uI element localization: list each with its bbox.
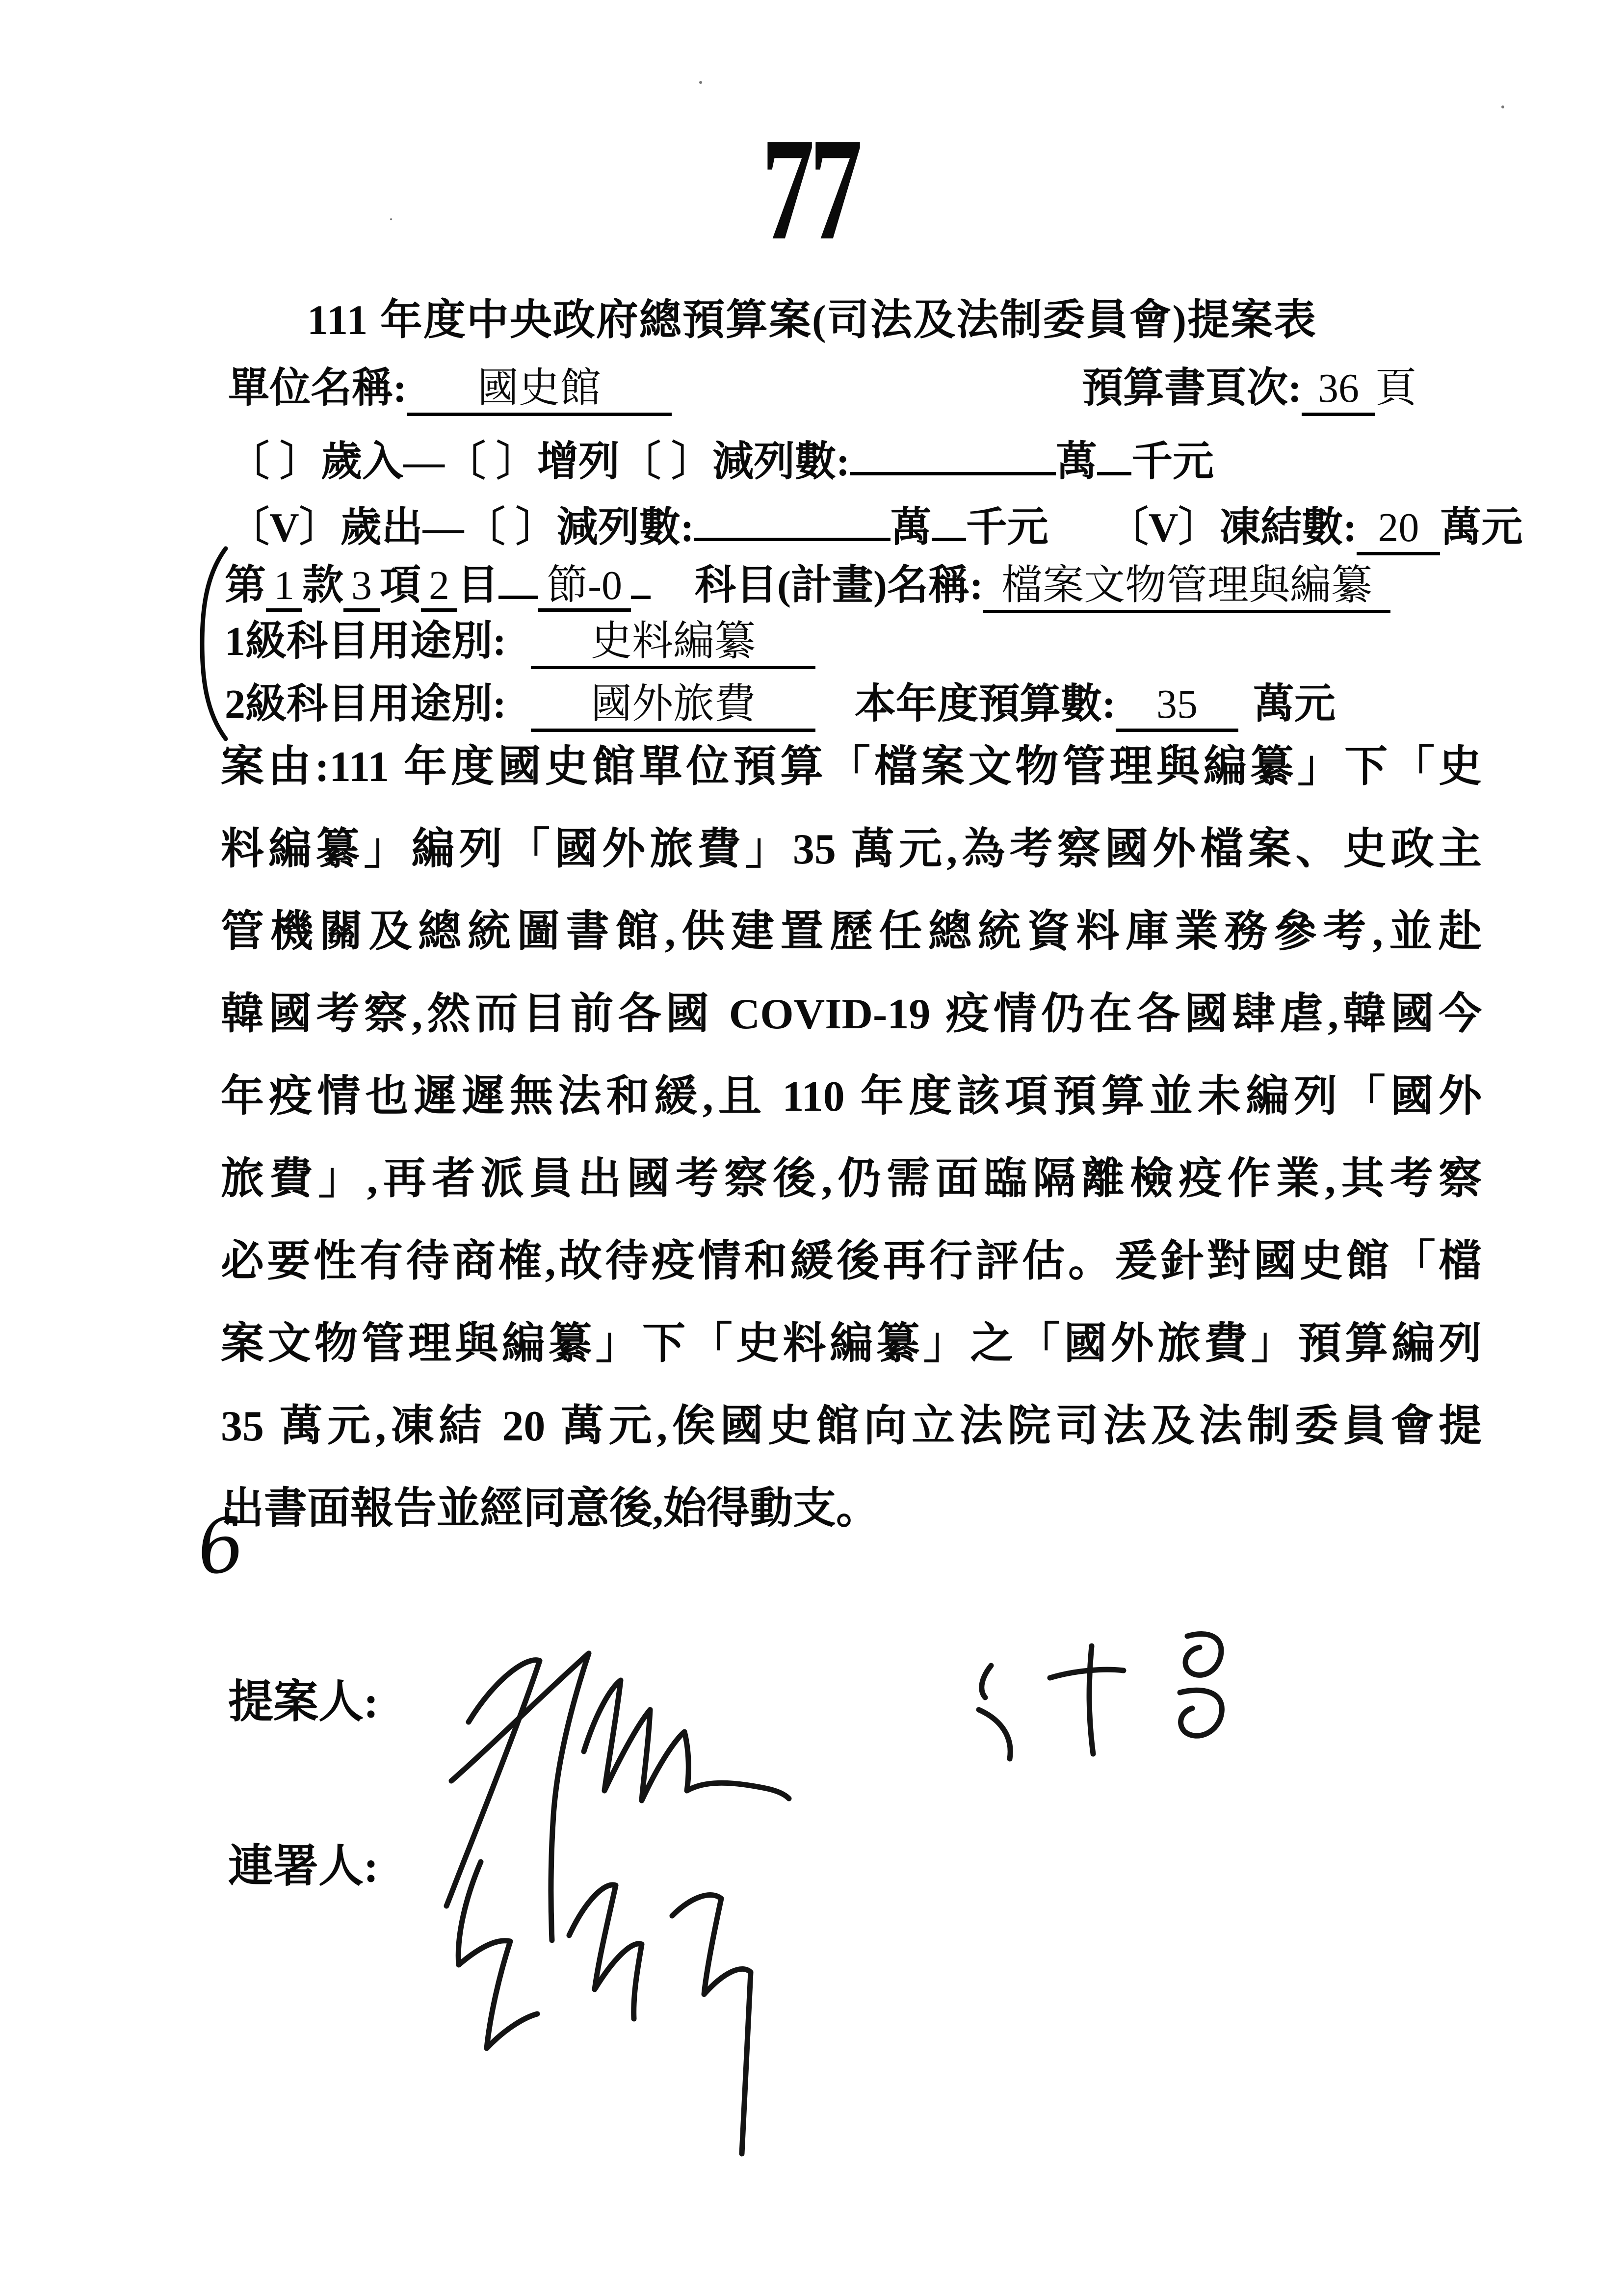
revenue-amount-blank bbox=[850, 431, 1056, 475]
expenditure-amount-blank bbox=[694, 496, 891, 541]
revenue-wan-label: 萬 bbox=[1056, 439, 1098, 485]
subject-name-label: 科目(計畫)名稱: bbox=[695, 563, 983, 608]
budget-page-row bbox=[1082, 364, 1416, 416]
freeze-checkbox-checked: 〔V〕 bbox=[1107, 505, 1220, 550]
budget-page-unit: 頁 bbox=[1375, 365, 1416, 411]
case-line: 35 萬元,凍結 20 萬元,俟國史館向立法院司法及法制委員會提 bbox=[221, 1403, 1482, 1450]
budget-page-value: 36 bbox=[1302, 364, 1375, 416]
case-line: 旅費」,再者派員出國考察後,仍需面臨隔離檢疫作業,其考察 bbox=[221, 1155, 1482, 1203]
level1-value: 史料編纂 bbox=[531, 617, 815, 669]
revenue-add-label: 增列 bbox=[537, 439, 620, 485]
revenue-label: 歲入— bbox=[321, 439, 445, 485]
subject-clause-row bbox=[225, 554, 1390, 613]
level2-row bbox=[225, 680, 1336, 732]
mu-unit: 目 bbox=[457, 563, 499, 608]
clause-number: 1 bbox=[266, 563, 302, 612]
expenditure-label: 歲出— bbox=[340, 505, 464, 550]
handwritten-margin-note: 6 bbox=[191, 1501, 250, 1592]
item-unit: 項 bbox=[380, 563, 421, 608]
unit-name-row bbox=[228, 364, 672, 416]
proposer-signature-2 bbox=[957, 1619, 1251, 1783]
case-line: 年疫情也遲遲無法和緩,且 110 年度該項預算並未編列「國外 bbox=[221, 1073, 1482, 1121]
expenditure-row bbox=[228, 496, 1522, 555]
expenditure-wan-label: 萬 bbox=[890, 505, 932, 550]
jie-trailing-blank bbox=[631, 554, 651, 599]
clause-unit: 款 bbox=[302, 563, 344, 608]
scan-speckle bbox=[390, 218, 392, 220]
jie-blank bbox=[498, 554, 538, 599]
year-budget-value: 35 bbox=[1116, 680, 1238, 732]
level2-value: 國外旅費 bbox=[531, 680, 815, 732]
revenue-cut-checkbox: 〔 〕 bbox=[620, 439, 713, 485]
case-line: 出書面報告並經同意後,始得動支。 bbox=[221, 1485, 880, 1533]
expenditure-checkbox-checked: 〔V〕 bbox=[228, 505, 341, 550]
expenditure-qianyuan-label: 千元 bbox=[966, 505, 1048, 550]
jie-value: 節-0 bbox=[538, 563, 631, 612]
year-budget-unit: 萬元 bbox=[1253, 681, 1336, 727]
case-line: 必要性有待商榷,故待疫情和緩後再行評估。爰針對國史館「檔 bbox=[221, 1238, 1482, 1285]
case-line: 韓國考察,然而目前各國 COVID-19 疫情仍在各國肆虐,韓國今 bbox=[221, 991, 1482, 1038]
expenditure-cut-checkbox: 〔 〕 bbox=[464, 505, 557, 550]
expenditure-cut-label: 減列數: bbox=[556, 505, 694, 550]
case-line: 案由:111 年度國史館單位預算「檔案文物管理與編纂」下「史 bbox=[221, 743, 1482, 791]
revenue-qianyuan-label: 千元 bbox=[1131, 439, 1214, 485]
freeze-value: 20 bbox=[1357, 503, 1440, 555]
case-line: 案文物管理與編纂」下「史料編纂」之「國外旅費」預算編列 bbox=[221, 1320, 1482, 1368]
freeze-unit: 萬元 bbox=[1440, 505, 1523, 550]
revenue-row bbox=[228, 431, 1214, 486]
year-budget-label: 本年度預算數: bbox=[854, 681, 1116, 727]
freeze-label: 凍結數: bbox=[1219, 505, 1357, 550]
proposer-label: 提案人: bbox=[228, 1677, 379, 1727]
revenue-add-checkbox: 〔 〕 bbox=[445, 439, 538, 485]
case-line: 料編纂」編列「國外旅費」35 萬元,為考察國外檔案、史政主 bbox=[221, 826, 1482, 873]
level2-label: 2級科目用途別: bbox=[225, 681, 506, 727]
level1-label: 1級科目用途別: bbox=[225, 619, 506, 664]
expenditure-thousand-blank bbox=[932, 496, 966, 541]
scan-speckle bbox=[1501, 105, 1504, 108]
level1-row bbox=[225, 617, 815, 669]
clause-prefix: 第 bbox=[225, 563, 266, 608]
revenue-thousand-blank bbox=[1097, 431, 1131, 475]
item-number: 3 bbox=[343, 563, 380, 612]
subject-name-value: 檔案文物管理與編纂 bbox=[983, 561, 1390, 613]
scan-speckle bbox=[699, 81, 702, 84]
cosigner-signature bbox=[412, 1832, 814, 2178]
cosigner-label: 連署人: bbox=[228, 1841, 379, 1891]
page-corner-number: 77 bbox=[761, 107, 858, 270]
unit-name-label: 單位名稱: bbox=[228, 365, 407, 411]
case-line: 管機關及總統圖書館,供建置歷任總統資料庫業務參考,並赴 bbox=[221, 908, 1482, 956]
revenue-checkbox: 〔 〕 bbox=[228, 439, 321, 485]
case-summary bbox=[221, 726, 1482, 1550]
budget-page-label: 預算書頁次: bbox=[1082, 365, 1302, 411]
document-title: 111 年度中央政府總預算案(司法及法制委員會)提案表 bbox=[307, 296, 1317, 343]
unit-name-value: 國史館 bbox=[407, 364, 672, 416]
revenue-cut-label: 減列數: bbox=[712, 439, 850, 485]
mu-number: 2 bbox=[421, 563, 457, 612]
